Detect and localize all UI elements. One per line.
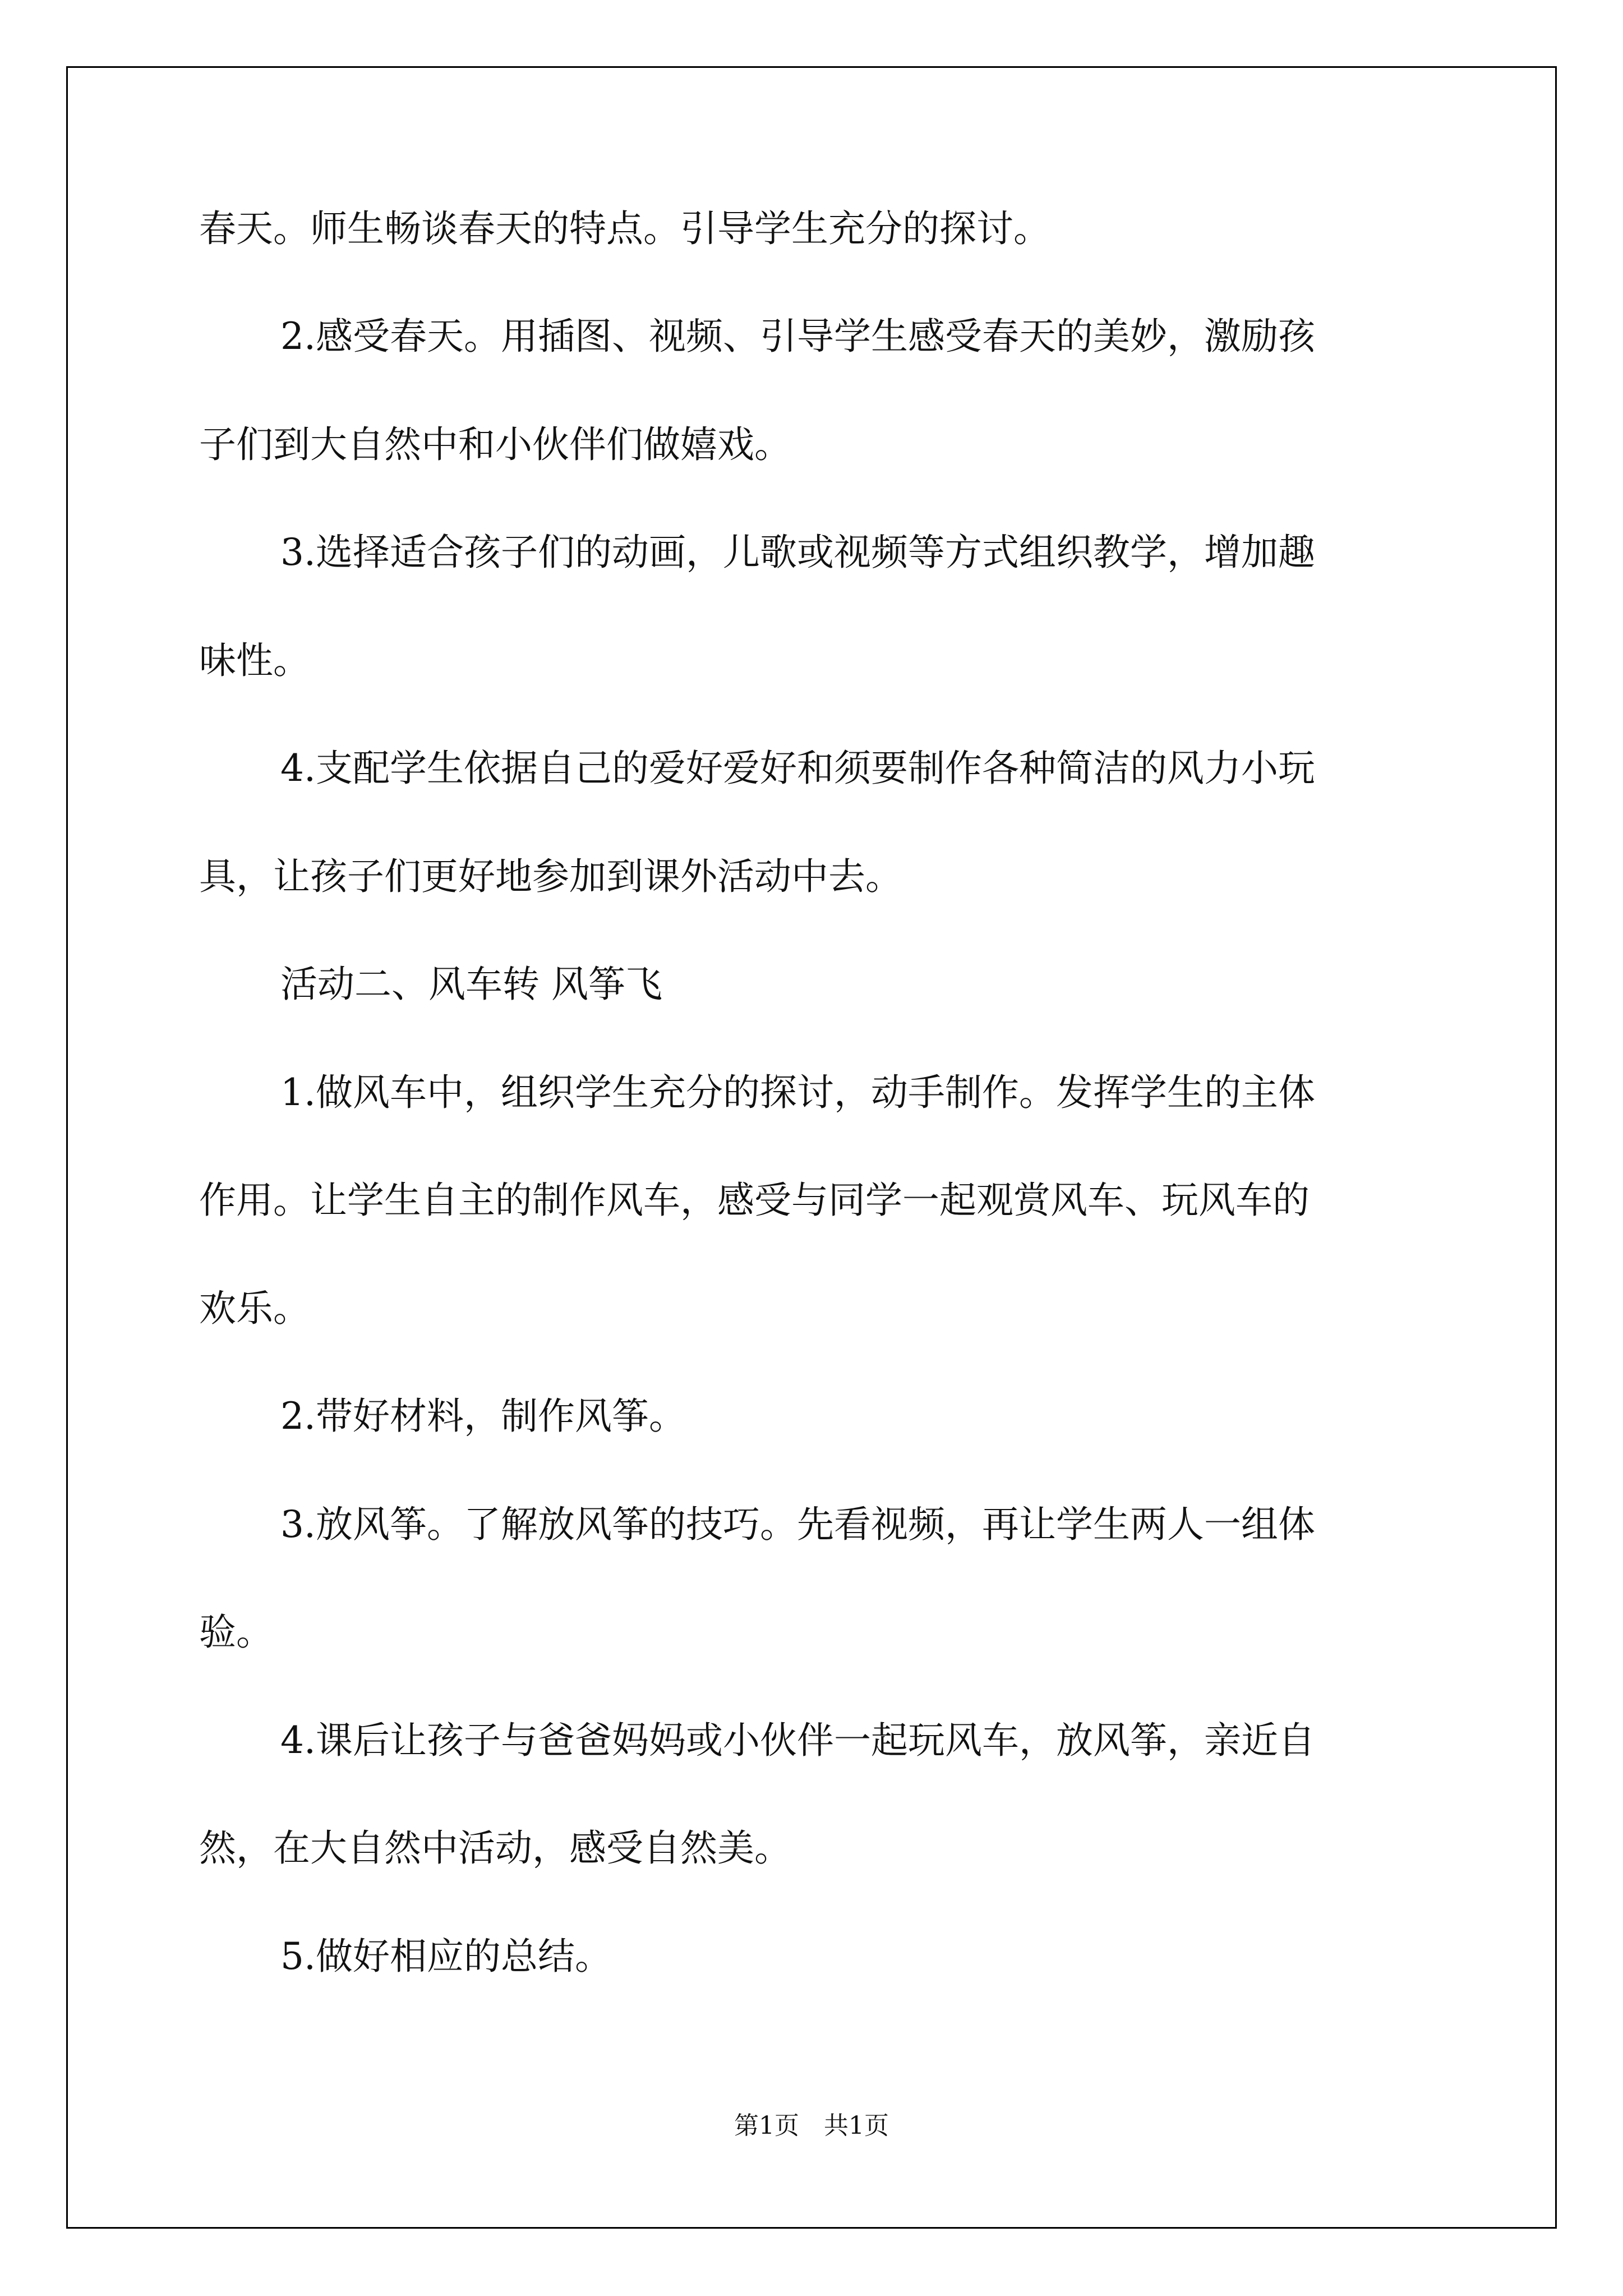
text-line: 5.做好相应的总结。	[280, 1935, 612, 1978]
text-line: 3.放风筝。了解放风筝的技巧。先看视频，再让学生两人一组体	[280, 1503, 1315, 1546]
text-line: 子们到大自然中和小伙伴们做嬉戏。	[199, 423, 791, 466]
text-line: 春天。师生畅谈春天的特点。引导学生充分的探讨。	[199, 207, 1050, 250]
text-line: 验。	[199, 1611, 273, 1654]
text-line: 然，在大自然中活动，感受自然美。	[199, 1826, 791, 1870]
page-border	[66, 66, 1557, 2229]
text-line: 2.感受春天。用插图、视频、引导学生感受春天的美妙，激励孩	[280, 315, 1315, 358]
text-line: 1.做风车中，组织学生充分的探讨，动手制作。发挥学生的主体	[280, 1071, 1315, 1114]
text-line: 2.带好材料，制作风筝。	[280, 1395, 686, 1438]
text-line: 4.课后让孩子与爸爸妈妈或小伙伴一起玩风车，放风筝，亲近自	[280, 1719, 1315, 1762]
text-line: 欢乐。	[199, 1287, 310, 1330]
text-line: 具，让孩子们更好地参加到课外活动中去。	[199, 855, 902, 898]
text-line: 4.支配学生依据自己的爱好爱好和须要制作各种简洁的风力小玩	[280, 747, 1315, 790]
text-line: 味性。	[199, 639, 310, 682]
text-line: 作用。让学生自主的制作风车，感受与同学一起观赏风车、玩风车的	[199, 1179, 1310, 1222]
page-number: 第1页 共1页	[734, 2111, 889, 2140]
section-heading: 活动二、风车转 风筝飞	[280, 963, 662, 1006]
text-line: 3.选择适合孩子们的动画，儿歌或视频等方式组织教学，增加趣	[280, 531, 1315, 574]
